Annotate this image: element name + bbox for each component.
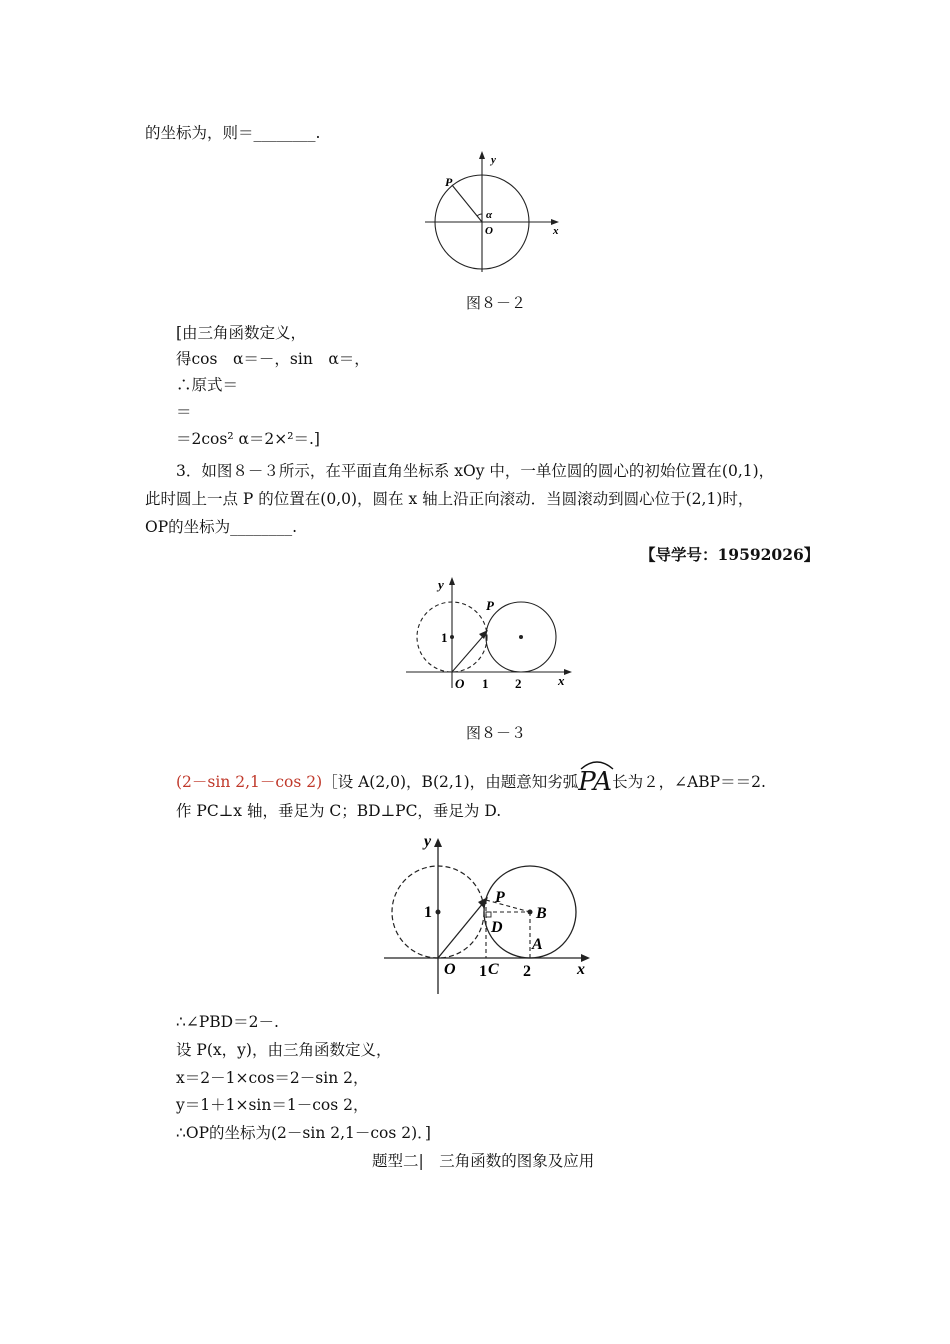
answer-explanation-2: 长为２，∠ABP＝＝2. bbox=[612, 773, 766, 791]
fig1-x-label: x bbox=[553, 225, 559, 237]
fig3-b-label: B bbox=[536, 905, 547, 922]
fig1-y-label: y bbox=[491, 154, 496, 166]
question-3-line-3: OP的坐标为________. bbox=[145, 518, 298, 536]
derivation-line-5: ∴OP的坐标为(2－sin 2,1－cos 2)．] bbox=[176, 1124, 431, 1142]
fig3-tick-x2: 2 bbox=[523, 963, 531, 980]
fig3-tick-y1: 1 bbox=[424, 904, 432, 921]
fig3-y-arrow bbox=[434, 838, 442, 847]
fig2-x-arrow bbox=[564, 669, 572, 675]
fig3-a-label: A bbox=[532, 936, 543, 953]
fig3-y-label: y bbox=[424, 833, 432, 850]
question-2-tail: 的坐标为，则＝________. bbox=[145, 124, 321, 142]
figure-8-3 bbox=[400, 572, 580, 692]
arc-pa bbox=[578, 767, 613, 797]
figure-8-2 bbox=[420, 148, 570, 276]
arc-pa-label: PA bbox=[578, 767, 613, 797]
solution-line-5: ＝2cos² α＝2×²＝.] bbox=[176, 430, 320, 448]
derivation-line-2: 设 P(x，y)，由三角函数定义， bbox=[176, 1041, 392, 1059]
fig2-rolled-center bbox=[519, 635, 523, 639]
solution-line-2: 得cos α＝－，sin α＝， bbox=[176, 350, 370, 368]
fig1-radius-op bbox=[452, 185, 482, 222]
solution-line-3: ∴原式＝ bbox=[176, 376, 239, 394]
question-3-line-2: 此时圆上一点 P 的位置在(0,0)，圆在 x 轴上沿正向滚动．当圆滚动到圆心位于(2,1)时， bbox=[145, 490, 754, 508]
derivation-line-4: y＝1＋1×sin＝1－cos 2， bbox=[176, 1096, 369, 1114]
fig2-vector-op bbox=[452, 634, 485, 672]
fig2-y-arrow bbox=[449, 577, 455, 585]
fig1-p-label: P bbox=[445, 175, 453, 189]
fig2-y-label: y bbox=[438, 577, 444, 592]
fig1-y-arrow bbox=[479, 151, 485, 159]
fig3-tick-x1: 1 bbox=[479, 963, 487, 980]
fig3-o-label: O bbox=[444, 961, 456, 978]
answer-line-1 bbox=[176, 767, 766, 797]
fig2-tick-x1: 1 bbox=[482, 676, 489, 691]
fig2-initial-center bbox=[450, 635, 454, 639]
fig3-vector-op bbox=[438, 902, 484, 958]
fig2-tick-x2: 2 bbox=[515, 676, 522, 691]
answer-line-2: 作 PC⊥x 轴，垂足为 C；BD⊥PC，垂足为 D. bbox=[176, 802, 502, 820]
fig1-o-label: O bbox=[485, 225, 493, 237]
figure-8-3-caption: 图８－３ bbox=[466, 724, 527, 742]
solution-line-4: ＝ bbox=[176, 403, 192, 421]
solution-line-1: [由三角函数定义， bbox=[176, 324, 307, 342]
fig3-right-angle bbox=[486, 912, 491, 917]
fig3-p-label: P bbox=[495, 889, 505, 906]
fig2-o-label: O bbox=[455, 676, 465, 691]
figure-8-2-caption: 图８－２ bbox=[466, 294, 527, 312]
fig3-x-label: x bbox=[577, 961, 585, 978]
answer-explanation: ［设 A(2,0)，B(2,1)，由题意知劣弧 bbox=[322, 773, 579, 791]
fig3-d-label: D bbox=[491, 919, 503, 936]
fig1-alpha-label: α bbox=[486, 209, 493, 221]
derivation-line-3: x＝2－1×cos＝2－sin 2， bbox=[176, 1069, 369, 1087]
arc-overline bbox=[578, 757, 616, 771]
fig1-angle-arc bbox=[477, 214, 482, 216]
fig2-x-label: x bbox=[558, 673, 565, 688]
guide-number: 【导学号：19592026】 bbox=[640, 545, 820, 564]
question-3-line-1: 3．如图８－３所示，在平面直角坐标系 xOy 中，一单位圆的圆心的初始位置在(0,1)， bbox=[176, 462, 775, 480]
fig2-tick-y1: 1 bbox=[441, 630, 448, 645]
solution-figure bbox=[378, 828, 598, 998]
fig2-p-label: P bbox=[486, 598, 494, 613]
derivation-line-1: ∴∠PBD＝2－. bbox=[176, 1013, 279, 1031]
answer-highlight: (2－sin 2,1－cos 2) bbox=[176, 773, 323, 791]
fig3-segment-pb bbox=[486, 900, 530, 912]
fig3-initial-center bbox=[436, 910, 441, 915]
fig3-c-label: C bbox=[488, 961, 499, 978]
section-heading: 题型二| 三角函数的图象及应用 bbox=[372, 1152, 595, 1170]
